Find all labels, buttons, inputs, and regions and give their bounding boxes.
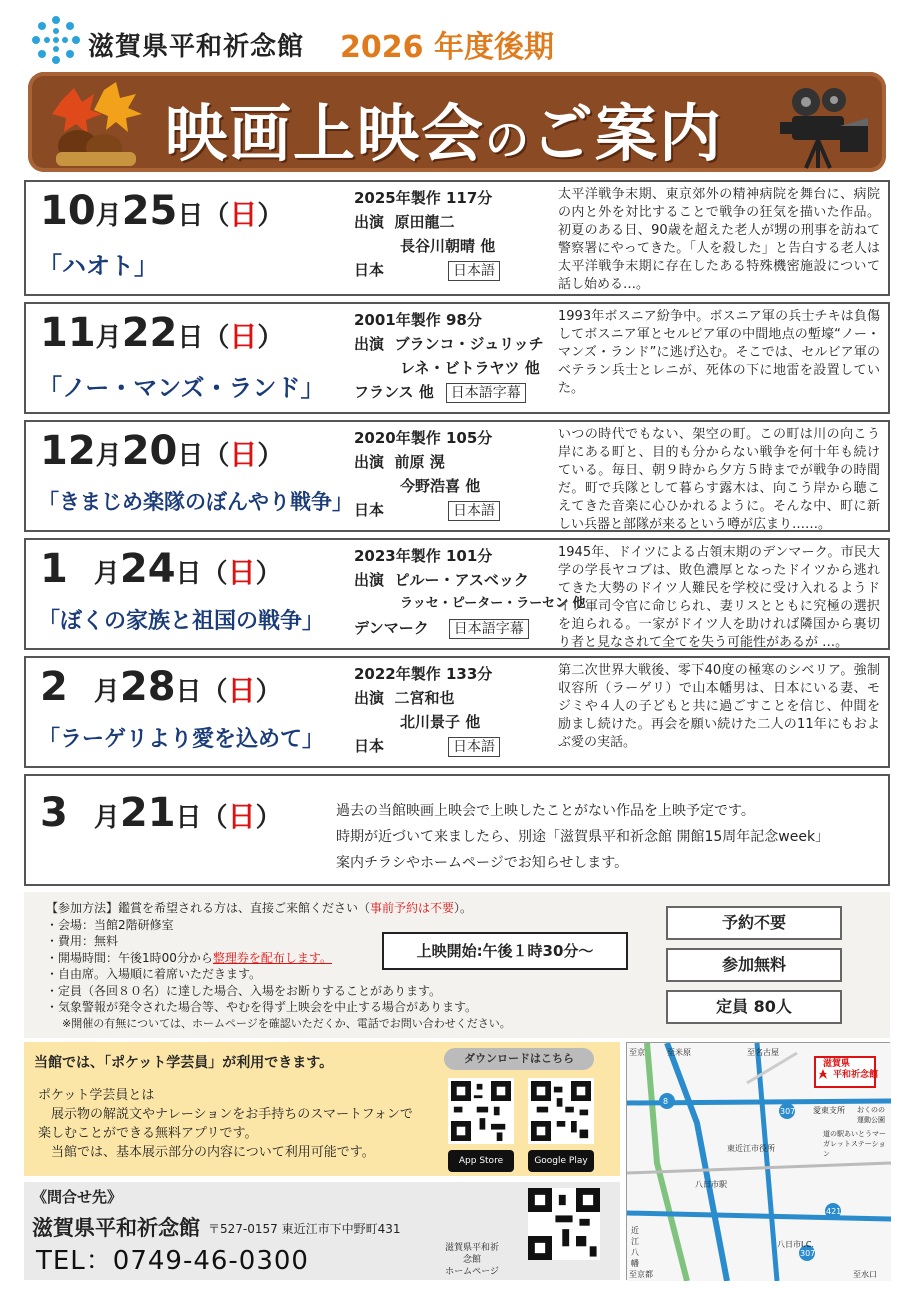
film-projector-icon — [770, 78, 870, 170]
pocket-title: 当館では、「ポケット学芸員」が利用できます。 — [34, 1055, 334, 1071]
tba-notice: 過去の当館映画上映会で上映したことがない作品を上映予定です。 時期が近づいて来ましたら、別途「滋賀県平和祈念館 開館15周年記念week」 案内チラシやホームページでお知らせします。 — [336, 803, 830, 871]
language-tag: 日本語字幕 — [446, 383, 526, 403]
film-synopsis: 第二次世界大戦後、零下40度の極寒のシベリア。強制収容所（ラーゲリ）で山本幡男は、日本にいる妻、モジミや４人の子どもと共に過ごすことを信じ、仲間を励まし続けた。再会を願い続けた二人の11年にもおよぶ愛の実話。 — [558, 663, 880, 750]
film-synopsis: 1993年ボスニア紛争中。ボスニア軍の兵士チキは負傷してボスニア軍とセルビア軍の中間地点の塹壕“ノー・マンズ・ランド”に逃げ込む。そこでは、セルビア軍のベテラン兵士とレニが、死体の下に地雷を設置していた。 — [558, 309, 880, 396]
contact-label: 《問合せ先》 — [32, 1188, 123, 1206]
screening-card — [24, 656, 890, 768]
film-synopsis: 太平洋戦争末期、東京郊外の精神病院を舞台に、病院の内と外を対比することで戦争の狂気を描いた作品。初夏のある日、90歳を超えた老人が甥の刑事を訪ねて警察署にやってきた。「人を殺した」と告白する老人は太平洋戦争末期に存在したある特殊機密施設について話し始める…。 — [558, 187, 880, 292]
route-307: 307 — [780, 1107, 796, 1116]
film-title: 「きまじめ楽隊のぼんやり戦争」 — [38, 490, 353, 514]
film-details: 2001年製作 98分 出演 ブランコ・ジュリッチ レネ・ビトラヤツ 他 フランス 他 日本語字幕 — [354, 311, 544, 401]
screening-card — [24, 302, 890, 414]
download-label: ダウンロードはこちら — [444, 1048, 594, 1070]
film-details: 2023年製作 101分 出演 ピルー・アスベック ラッセ・ピーター・ラーセン 他 デンマーク 日本語字幕 — [354, 547, 586, 637]
start-time-box: 上映開始:午後１時30分～ — [382, 932, 628, 970]
film-synopsis: 1945年、ドイツによる占領末期のデンマーク。市民大学の学長ヤコブは、敗色濃厚となったドイツから逃れてきた大勢のドイツ人難民を学校に受け入れるようドイツ軍司令官に命じられ、妻リスとともに究極の選択を迫られる。一家がドイツ人を助ければ隣国から裏切り者と見なされて全てを失う可能性があるが …。 — [558, 545, 880, 650]
google-play-badge[interactable]: Google Play — [528, 1150, 594, 1172]
screening-card-tba — [24, 774, 890, 886]
screening-card — [24, 420, 890, 532]
film-synopsis: いつの時代でもない、架空の町。この町は川の向こう岸にある町と、目的も分からない戦争を何十年も続けている。毎日、朝９時から夕方５時までが戦争の時間だ。町で兵隊として暮らす露木は、向こう岸から聴こえてきた音楽に心ひかれるように。そんな中、町に新しい兵器と部隊が来るという噂が広まり……。 — [558, 427, 880, 532]
term-label: 2026 年度後期 — [340, 30, 554, 65]
homepage-qr-caption: 滋賀県平和祈念館 ホームページ — [444, 1243, 499, 1277]
screening-date: 3 月21日（日） — [40, 790, 282, 836]
map-label: 道の駅あいとうマーガレットステーション — [823, 1130, 886, 1158]
film-details: 2025年製作 117分 出演 原田龍二 長谷川朝晴 他 日本 日本語 — [354, 186, 500, 282]
qr-code-app-store-icon[interactable] — [448, 1078, 514, 1144]
contact-address: 〒527-0157 東近江市下中野町431 — [208, 1222, 401, 1236]
map-label: 愛東支所 — [813, 1106, 845, 1115]
participation-details: 【参加方法】鑑賞を希望される方は、直接ご来館ください（事前予約は不要）。 ・会場：当館2階研修室 ・費用：無料 ・開場時間：午後1時00分から整理券を配布します。 ・自由席。入場順に着席いただきます。 ・定員（各回８０名）に達した場合、入場をお断りすることがあります。 ・気象警報が発令された場合等、やむを得ず上映会を中止する場合があります。 ※開催の有無については、ホームページを確認いただくか、電話でお問い合わせください。 — [46, 901, 511, 1030]
map-label: 至米原 — [667, 1048, 691, 1057]
film-title: 「ぼくの家族と祖国の戦争」 — [38, 609, 325, 634]
qr-code-homepage-icon[interactable] — [528, 1188, 600, 1260]
screening-date: 11月22日（日） — [40, 310, 284, 356]
badge-capacity: 定員 80人 — [666, 990, 842, 1024]
contact-phone[interactable]: TEL：0749-46-0300 — [36, 1246, 309, 1276]
film-title: 「ノー・マンズ・ランド」 — [38, 374, 325, 402]
app-store-badge[interactable]: App Store — [448, 1150, 514, 1172]
map-label: 至京 — [629, 1048, 645, 1057]
route-8: 8 — [663, 1097, 669, 1106]
screening-date: 1 月24日（日） — [40, 546, 282, 592]
language-tag: 日本語 — [448, 261, 500, 281]
map-label: おくのの運動公園 — [857, 1106, 885, 1124]
film-details: 2022年製作 133分 出演 二宮和也 北川景子 他 日本 日本語 — [354, 662, 500, 758]
map-label: 東近江市役所 — [727, 1144, 775, 1153]
language-tag: 日本語 — [448, 737, 500, 757]
language-tag: 日本語 — [448, 501, 500, 521]
badge-no-reservation: 予約不要 — [666, 906, 842, 940]
screening-card — [24, 180, 890, 296]
language-tag: 日本語字幕 — [449, 619, 529, 639]
map-label: 八日市駅 — [695, 1180, 727, 1189]
contact-org: 滋賀県平和祈念館 — [32, 1216, 200, 1240]
screening-date: 2 月28日（日） — [40, 664, 282, 710]
map-label: 至京都 — [629, 1270, 653, 1279]
organization-name: 滋賀県平和祈念館 — [88, 32, 305, 62]
screening-card — [24, 538, 890, 650]
map-museum-label: 滋賀県 平和祈念館 — [823, 1059, 879, 1080]
participation-info — [24, 892, 890, 1038]
film-title: 「ラーゲリより愛を込めて」 — [38, 727, 325, 752]
map-label: 至水口 — [853, 1270, 877, 1279]
pocket-curator-section — [24, 1042, 620, 1176]
logo-mark-icon — [30, 14, 82, 66]
film-title: 「ハオト」 — [38, 252, 158, 280]
access-map — [626, 1042, 890, 1280]
film-details: 2020年製作 105分 出演 前原 滉 今野浩喜 他 日本 日本語 — [354, 426, 500, 522]
page-title: 映画上映会のご案内 — [165, 97, 724, 170]
map-label: 八日市I.C. — [777, 1240, 815, 1249]
screening-date: 12月20日（日） — [40, 428, 284, 474]
badge-free: 参加無料 — [666, 948, 842, 982]
map-label: 至名古屋 — [747, 1048, 779, 1057]
autumn-leaves-chestnut-icon — [42, 80, 152, 168]
screening-date: 10月25日（日） — [40, 188, 284, 234]
qr-code-google-play-icon[interactable] — [528, 1078, 594, 1144]
contact-section — [24, 1182, 620, 1280]
route-421: 421 — [826, 1207, 842, 1216]
route-307: 307 — [800, 1249, 816, 1258]
map-label: 近江八幡 — [631, 1226, 639, 1268]
pocket-description: ポケット学芸員とは 展示物の解説文やナレーションをお手持ちのスマートフォンで 楽しむことができる無料アプリです。 当館では、基本展示部分の内容について利用可能です。 — [38, 1088, 413, 1160]
